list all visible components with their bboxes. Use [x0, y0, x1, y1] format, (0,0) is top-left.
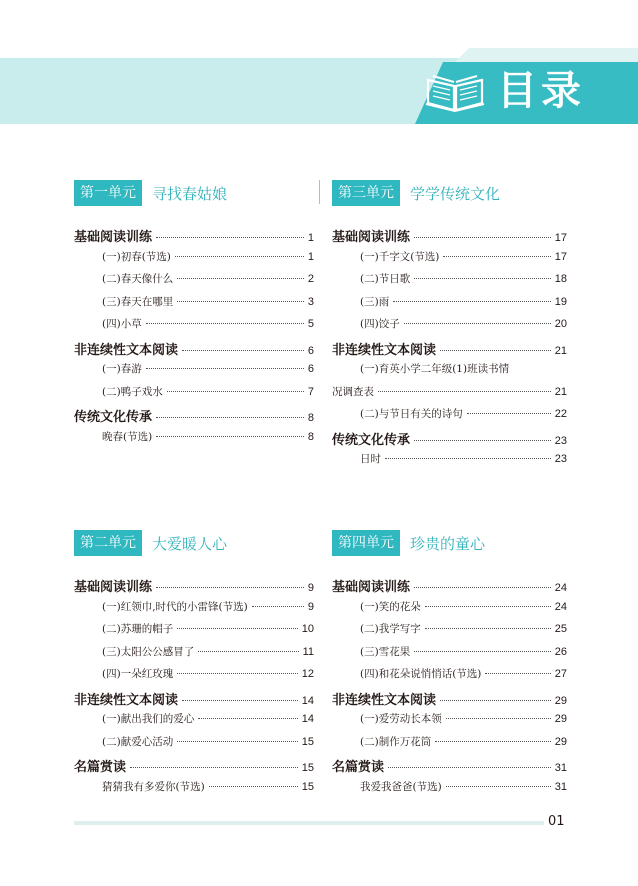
- toc-entry-label: 猜猜我有多爱你(节选): [102, 780, 205, 793]
- toc-page-number: 9: [307, 582, 314, 594]
- unit-badge: 第一单元: [74, 180, 142, 206]
- toc-page-number: 1: [307, 232, 314, 244]
- toc-page-number: 15: [301, 762, 314, 774]
- toc-entry-label: (一)笑的花朵: [360, 600, 421, 613]
- toc-page-number: 29: [554, 694, 567, 707]
- dot-leader: [167, 391, 304, 392]
- toc-page-number: 17: [554, 250, 567, 263]
- dot-leader: [467, 413, 551, 414]
- unit-badge: 第三单元: [332, 180, 400, 206]
- toc-page-number: 15: [301, 735, 314, 748]
- toc-page-number: 18: [554, 273, 567, 285]
- toc-page-number: 24: [554, 582, 567, 594]
- toc-entry[interactable]: [74, 621, 314, 644]
- toc-page-number: 11: [302, 645, 314, 658]
- toc-page-number: 20: [554, 318, 567, 330]
- dot-leader: [177, 628, 298, 629]
- page-title: 目录: [497, 68, 585, 114]
- dot-leader: [156, 436, 304, 437]
- toc-entry-label: (一)红领巾,时代的小雷锋(节选): [102, 600, 248, 613]
- toc-entry-label: (二)春天像什么: [102, 273, 174, 285]
- toc-entry-label: 非连续性文本阅读: [74, 342, 179, 358]
- unit-section-1: [74, 180, 314, 451]
- toc-entry-label: (一)春游: [102, 363, 142, 375]
- dot-leader: [414, 278, 551, 279]
- dot-leader: [198, 718, 298, 719]
- toc-page-number: 6: [307, 363, 314, 375]
- dot-leader: [156, 417, 304, 418]
- dot-leader: [385, 458, 551, 459]
- toc-entry[interactable]: [332, 406, 567, 429]
- toc-entry-label: 传统文化传承: [332, 432, 411, 448]
- dot-leader: [404, 323, 551, 324]
- dot-leader: [425, 606, 551, 607]
- toc-category-entry[interactable]: [74, 339, 314, 362]
- toc-list: [74, 226, 314, 451]
- toc-entry-label: (二)节日歌: [360, 273, 411, 285]
- toc-entry[interactable]: [332, 249, 567, 272]
- unit-badge: 第二单元: [74, 530, 142, 556]
- toc-entry-label: 况调查表: [332, 385, 374, 398]
- toc-entry[interactable]: [332, 294, 567, 317]
- toc-entry-label: (二)献爱心活动: [102, 735, 174, 748]
- unit-title: 大爱暖人心: [152, 534, 228, 553]
- toc-page-number: 17: [554, 232, 567, 244]
- toc-entry-label: 非连续性文本阅读: [74, 692, 179, 708]
- toc-entry-label: (四)一朵红玫瑰: [102, 668, 174, 680]
- dot-leader: [425, 628, 551, 629]
- toc-page-number: 21: [554, 344, 567, 357]
- dot-leader: [156, 587, 304, 588]
- toc-entry[interactable]: [74, 384, 314, 407]
- dot-leader: [177, 278, 304, 279]
- toc-entry[interactable]: [332, 316, 567, 339]
- toc-page-number: 25: [554, 623, 567, 635]
- toc-entry[interactable]: [74, 644, 314, 667]
- toc-entry[interactable]: [332, 711, 567, 734]
- toc-entry[interactable]: [74, 294, 314, 317]
- toc-entry[interactable]: [74, 734, 314, 757]
- dot-leader: [443, 256, 550, 257]
- toc-entry[interactable]: [74, 599, 314, 622]
- unit-badge: 第四单元: [332, 530, 400, 556]
- toc-category-entry[interactable]: [332, 429, 567, 452]
- toc-entry-label: (三)太阳公公感冒了: [102, 645, 195, 658]
- toc-entry[interactable]: [332, 599, 567, 622]
- dot-leader: [177, 741, 298, 742]
- toc-category-entry[interactable]: [332, 576, 567, 599]
- toc-page-number: 5: [307, 318, 314, 330]
- toc-entry[interactable]: [332, 666, 567, 689]
- toc-entry-label: 非连续性文本阅读: [332, 692, 437, 708]
- toc-entry-label: 基础阅读训练: [74, 580, 153, 595]
- dot-leader: [388, 767, 551, 768]
- dot-leader: [440, 700, 551, 701]
- dot-leader: [252, 606, 304, 607]
- dot-leader: [182, 350, 304, 351]
- toc-entry[interactable]: [332, 361, 567, 384]
- toc-category-entry[interactable]: [332, 756, 567, 779]
- toc-entry[interactable]: [74, 361, 314, 384]
- toc-category-entry[interactable]: [332, 339, 567, 362]
- toc-page-number: 12: [301, 668, 314, 680]
- toc-entry-label: (二)我学写字: [360, 623, 421, 635]
- dot-leader: [446, 718, 551, 719]
- toc-entry[interactable]: [74, 271, 314, 294]
- page-number: 01: [548, 814, 565, 829]
- dot-leader: [146, 323, 304, 324]
- toc-page-number: 23: [554, 434, 567, 447]
- toc-entry[interactable]: [332, 271, 567, 294]
- toc-entry-label: (三)春天在哪里: [102, 295, 174, 308]
- dot-leader: [414, 651, 551, 652]
- toc-entry[interactable]: [332, 734, 567, 757]
- dot-leader: [446, 786, 551, 787]
- unit-section-2: [74, 530, 314, 801]
- toc-page-number: 1: [307, 250, 314, 263]
- toc-page-number: 2: [307, 273, 314, 285]
- footer-rule: [74, 821, 544, 825]
- dot-leader: [414, 440, 551, 441]
- toc-category-entry[interactable]: [74, 756, 314, 779]
- toc-entry-label: 基础阅读训练: [74, 230, 153, 245]
- dot-leader: [182, 700, 298, 701]
- toc-page-number: 14: [301, 713, 314, 725]
- toc-entry-label: (一)育英小学二年级(1)班读书情: [360, 363, 510, 375]
- toc-entry[interactable]: [332, 384, 567, 407]
- toc-page-number: 26: [554, 645, 567, 658]
- unit-title: 学学传统文化: [410, 184, 501, 203]
- toc-entry-label: (四)和花朵说悄悄话(节选): [360, 668, 482, 680]
- unit-header: [332, 530, 567, 556]
- dot-leader: [414, 587, 551, 588]
- toc-entry-label: (二)苏珊的帽子: [102, 623, 174, 635]
- toc-entry-label: (二)制作万花筒: [360, 735, 432, 748]
- dot-leader: [414, 237, 551, 238]
- header-accent-strip: [455, 48, 638, 62]
- dot-leader: [435, 741, 551, 742]
- toc-entry[interactable]: [332, 779, 567, 802]
- toc-entry-label: (一)献出我们的爱心: [102, 713, 195, 725]
- open-book-icon: [424, 70, 486, 112]
- toc-page-number: 29: [554, 735, 567, 748]
- toc-category-entry[interactable]: [332, 226, 567, 249]
- unit-header: [332, 180, 567, 206]
- toc-page-number: 14: [301, 694, 314, 707]
- toc-entry-label: 基础阅读训练: [332, 230, 411, 245]
- toc-page-number: 29: [554, 713, 567, 725]
- unit-header: [74, 180, 314, 206]
- toc-page-number: 27: [554, 668, 567, 680]
- dot-leader: [175, 256, 304, 257]
- toc-category-entry[interactable]: [332, 689, 567, 712]
- toc-list: [332, 226, 567, 474]
- toc-page-number: 6: [307, 344, 314, 357]
- toc-page-number: 23: [554, 453, 567, 465]
- toc-entry[interactable]: [332, 621, 567, 644]
- unit-title: 珍贵的童心: [410, 534, 486, 553]
- dot-leader: [393, 301, 551, 302]
- dot-leader: [177, 301, 304, 302]
- dot-leader: [198, 651, 298, 652]
- toc-page-number: 7: [307, 385, 314, 398]
- toc-entry-label: (三)雨: [360, 295, 390, 308]
- toc-page-number: 22: [554, 408, 567, 420]
- toc-page-number: 24: [554, 600, 567, 613]
- toc-page-number: 31: [554, 780, 567, 793]
- toc-entry[interactable]: [332, 451, 567, 474]
- unit-header: [74, 530, 314, 556]
- dot-leader: [130, 767, 298, 768]
- toc-list: [332, 576, 567, 801]
- toc-page-number: 19: [554, 295, 567, 308]
- toc-entry-label: 非连续性文本阅读: [332, 342, 437, 358]
- toc-entry-label: (四)小草: [102, 318, 142, 330]
- toc-entry-label: 基础阅读训练: [332, 580, 411, 595]
- dot-leader: [146, 368, 304, 369]
- toc-page-number: 21: [554, 385, 567, 398]
- toc-entry[interactable]: [74, 429, 314, 452]
- dot-leader: [440, 350, 551, 351]
- toc-page-number: 3: [307, 295, 314, 308]
- toc-page-number: 31: [554, 762, 567, 774]
- toc-entry[interactable]: [332, 644, 567, 667]
- toc-entry-label: 传统文化传承: [74, 410, 153, 425]
- toc-entry[interactable]: [74, 666, 314, 689]
- dot-leader: [485, 673, 550, 674]
- dot-leader: [209, 786, 298, 787]
- toc-page-number: 8: [307, 412, 314, 424]
- toc-entry-label: 日时: [360, 453, 381, 465]
- toc-list: [74, 576, 314, 801]
- column-divider: [319, 180, 320, 204]
- toc-entry-label: 我爱我爸爸(节选): [360, 780, 442, 793]
- toc-entry[interactable]: [74, 249, 314, 272]
- dot-leader: [378, 391, 551, 392]
- toc-entry[interactable]: [74, 316, 314, 339]
- toc-entry-label: (二)鸭子戏水: [102, 385, 163, 398]
- toc-entry-label: (四)饺子: [360, 318, 400, 330]
- toc-page-number: 15: [301, 780, 314, 793]
- toc-entry-label: 名篇赏读: [332, 760, 385, 775]
- dot-leader: [177, 673, 298, 674]
- toc-entry-label: (一)爱劳动长本领: [360, 713, 442, 725]
- toc-entry[interactable]: [74, 779, 314, 802]
- toc-page-number: 8: [307, 430, 314, 443]
- toc-entry-label: 晚春(节选): [102, 430, 153, 443]
- toc-page-number: 9: [307, 600, 314, 613]
- unit-title: 寻找春姑娘: [152, 184, 228, 203]
- toc-category-entry[interactable]: [74, 406, 314, 429]
- toc-entry-label: (一)千字文(节选): [360, 250, 440, 263]
- dot-leader: [156, 237, 304, 238]
- toc-page-number: 10: [301, 623, 314, 635]
- toc-entry[interactable]: [74, 711, 314, 734]
- toc-entry-label: (一)初春(节选): [102, 250, 171, 263]
- toc-entry-label: (二)与节日有关的诗句: [360, 408, 463, 420]
- unit-section-4: [332, 530, 567, 801]
- toc-entry-label: (三)雪花果: [360, 645, 411, 658]
- toc-category-entry[interactable]: [74, 689, 314, 712]
- unit-section-3: [332, 180, 567, 474]
- toc-category-entry[interactable]: [74, 576, 314, 599]
- toc-category-entry[interactable]: [74, 226, 314, 249]
- toc-entry-label: 名篇赏读: [74, 760, 127, 775]
